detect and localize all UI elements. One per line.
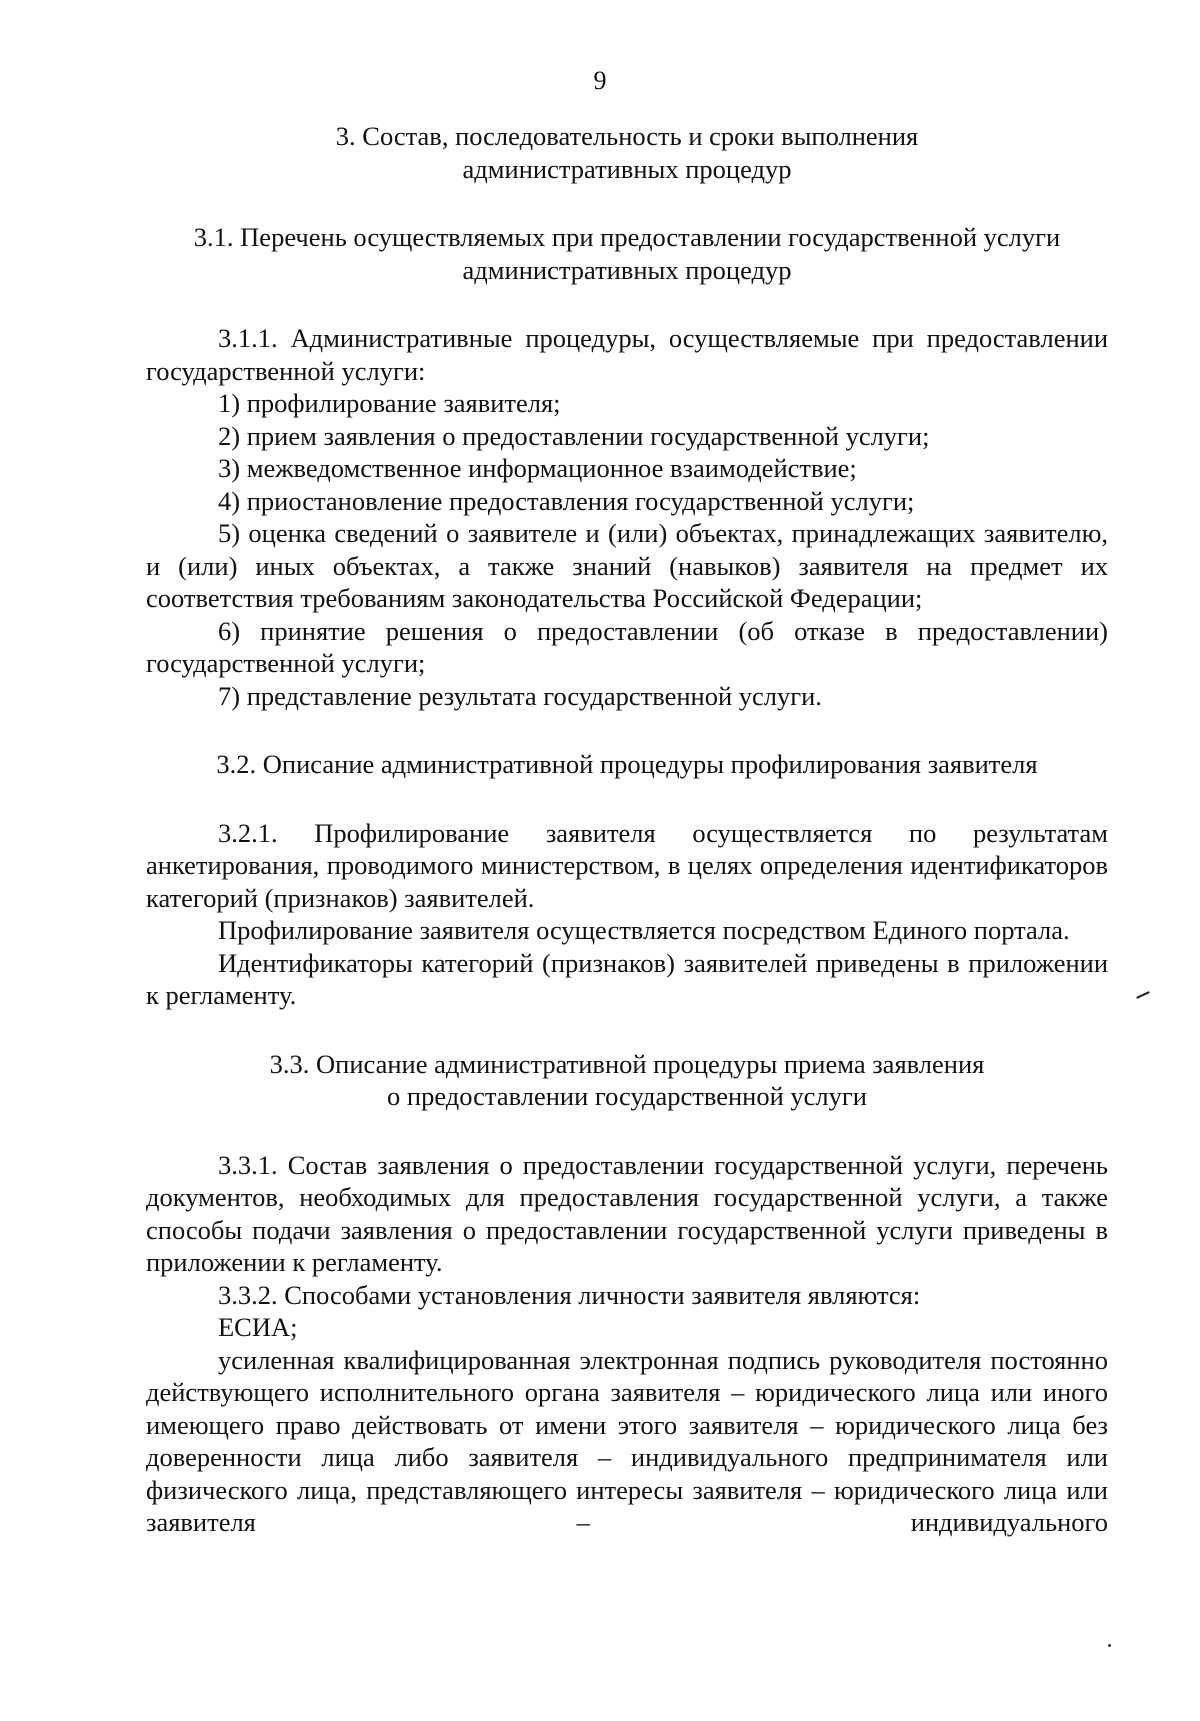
- section-3-3-heading: [146, 1048, 1108, 1113]
- section-3-heading-line: 3. Состав, последовательность и сроки выполнения: [335, 121, 919, 151]
- scan-mark: [1136, 991, 1150, 999]
- spacer: [146, 712, 1108, 748]
- spacer: [146, 1113, 1108, 1149]
- spacer: [146, 286, 1108, 322]
- section-3-1-heading: [146, 221, 1108, 286]
- spacer: [146, 185, 1108, 221]
- procedure-list-item: 7) представление результата государственной услуги.: [218, 680, 822, 711]
- section-3-2-paragraph: 3.2.1. Профилирование заявителя осуществляется по результатам анкетирования, проводимого министерством, в целях определения идентификаторов категорий (признаков) заявителей.: [146, 817, 1108, 913]
- section-3-1-heading-line: 3.1. Перечень осуществляемых при предоставлении государственной услуги: [193, 222, 1061, 252]
- procedure-list-item: 1) профилирование заявителя;: [218, 388, 561, 418]
- spacer: [146, 1012, 1108, 1048]
- section-3-3-paragraph: усиленная квалифицированная электронная подпись руководителя постоянно действующего исполнительного органа заявителя – юридического лица или иного имеющего право действовать от имени этого заявителя – юридического лица без доверенности лица либо заявителя – индивидуального предпринимателя или физического лица, представляющего интересы заявителя – юридического лица или заявителя – индивидуального: [146, 1344, 1108, 1537]
- procedure-list-item: 4) приостановление предоставления государственной услуги;: [218, 485, 915, 516]
- procedure-list-item: 6) принятие решения о предоставлении (об отказе в предоставлении) государственной услуги;: [146, 615, 1108, 678]
- procedure-list-item: 2) прием заявления о предоставлении государственной услуги;: [218, 420, 930, 451]
- section-3-heading: [146, 120, 1108, 185]
- spacer: [146, 781, 1108, 817]
- section-3-heading-line: административных процедур: [462, 153, 792, 184]
- section-3-2-paragraph: Профилирование заявителя осуществляется посредством Единого портала.: [218, 915, 1070, 945]
- section-3-1-1-intro: 3.1.1. Административные процедуры, осуществляемые при предоставлении государственной услуги:: [146, 323, 1108, 386]
- section-3-3-paragraph: 3.3.1. Состав заявления о предоставлении государственной услуги, перечень документов, необходимых для предоставления государственной услуги, а также способы подачи заявления о предоставлении государственной услуги приведены в приложении к регламенту.: [146, 1149, 1108, 1277]
- section-3-3-heading-line: о предоставлении государственной услуги: [387, 1081, 867, 1111]
- procedure-list-item: 3) межведомственное информационное взаимодействие;: [218, 453, 857, 483]
- section-3-3-paragraph: ЕСИА;: [218, 1312, 298, 1342]
- section-3-2-heading: 3.2. Описание административной процедуры профилирования заявителя: [216, 749, 1038, 779]
- scan-dot: [1108, 1644, 1111, 1647]
- section-3-3-heading-line: 3.3. Описание административной процедуры приема заявления: [269, 1048, 985, 1079]
- section-3-2-paragraph: Идентификаторы категорий (признаков) заявителей приведены в приложении к регламенту.: [146, 947, 1108, 1010]
- section-3-1-heading-line: административных процедур: [462, 254, 792, 285]
- section-3-3-paragraph: 3.3.2. Способами установления личности заявителя являются:: [218, 1279, 921, 1310]
- page-content: [146, 120, 1108, 1539]
- procedure-list-item: 5) оценка сведений о заявителе и (или) объектах, принадлежащих заявителю, и (или) иных объектах, а также знаний (навыков) заявителя на предмет их соответствия требованиям законодательства Российской Федерации;: [146, 518, 1108, 613]
- page-number: 9: [593, 66, 607, 95]
